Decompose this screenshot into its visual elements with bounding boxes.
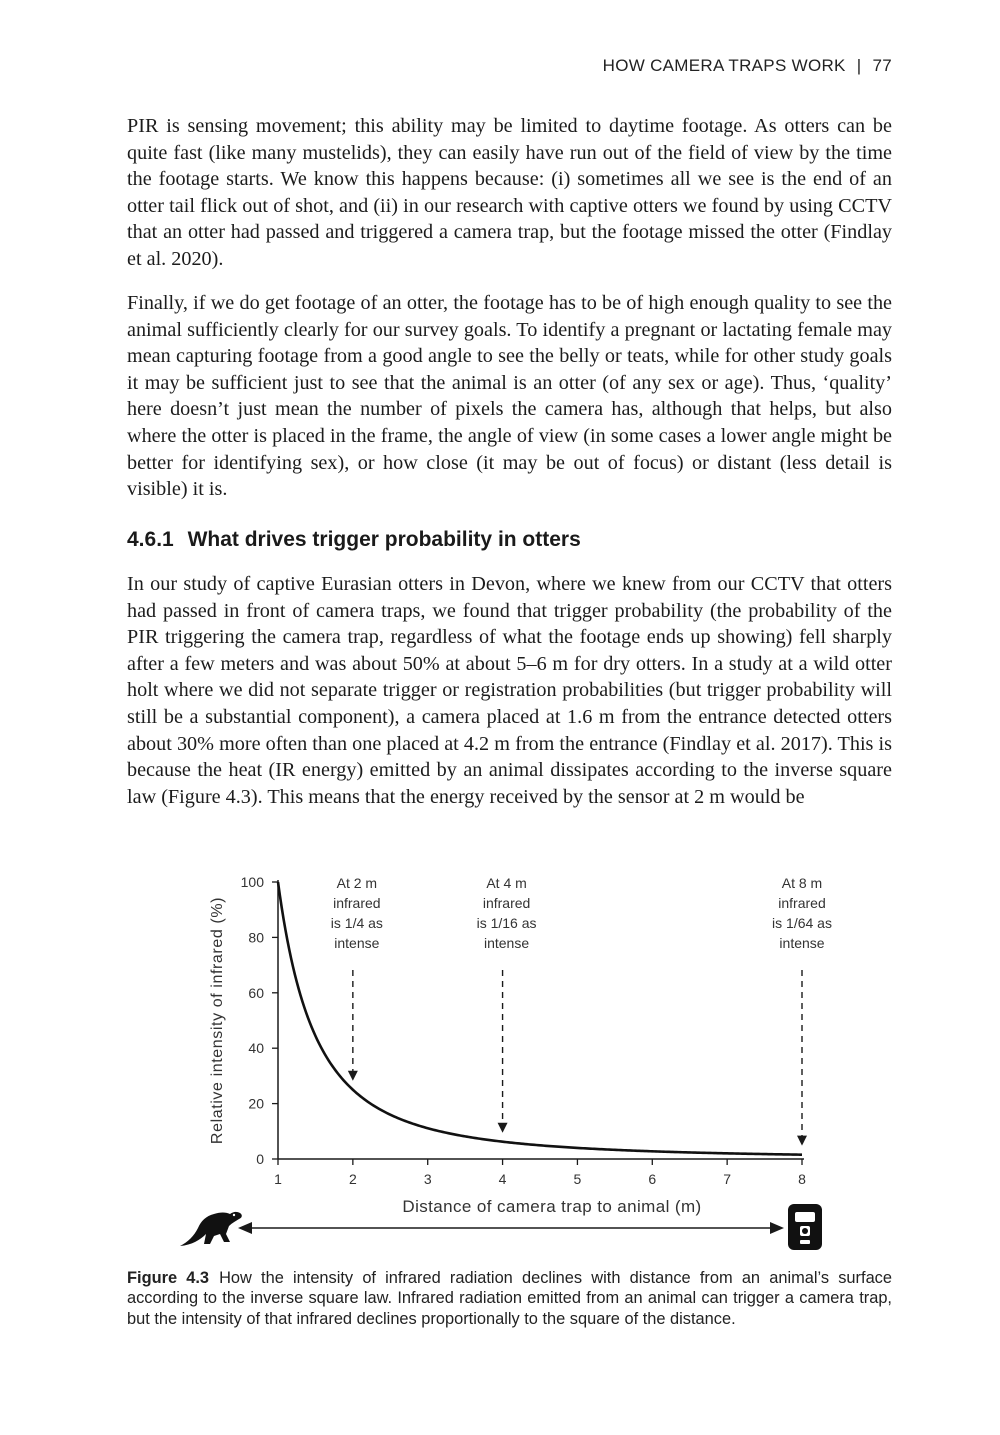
running-head-title: HOW CAMERA TRAPS WORK xyxy=(602,56,846,75)
annotation-line: infrared xyxy=(482,895,531,911)
figure-caption xyxy=(127,1268,892,1329)
annotation-line: At 2 m xyxy=(336,875,378,891)
annotation-arrow-head xyxy=(348,1071,358,1081)
annotation-arrow-head xyxy=(498,1123,508,1133)
y-tick-label: 40 xyxy=(248,1040,264,1057)
inverse-square-chart xyxy=(170,860,870,1260)
paragraph-2: Finally, if we do get footage of an otter, the footage has to be of high enough quality to see the animal sufficiently clearly for our survey goals. To identify a pregnant or lactating female may mean capturing footage from a good angle to see the belly or teats, while for other study goals it may be sufficient just to see that the animal is an otter (of any sex or age). Thus, ‘quality’ here doesn’t just mean the number of pixels the camera has, although that helps, but also where the otter is placed in the frame, the angle of view (in some cases a lower angle might be better for identifying sex), or how close (it may be out of focus) or distant (less detail is visible) it is. xyxy=(127,292,892,501)
running-head xyxy=(603,56,892,76)
annotation-line: is 1/4 as xyxy=(330,915,383,931)
x-tick-label: 8 xyxy=(798,1171,806,1187)
x-tick-label: 5 xyxy=(573,1171,582,1187)
section-heading xyxy=(127,528,581,552)
otter-icon xyxy=(180,1212,242,1246)
annotation-line: At 8 m xyxy=(781,875,823,891)
y-tick-label: 100 xyxy=(240,874,264,890)
annotation-arrow-head xyxy=(797,1136,807,1146)
camera-trap-icon xyxy=(788,1204,822,1250)
annotation-line: At 4 m xyxy=(486,875,527,891)
section-number: 4.6.1 xyxy=(127,528,174,551)
y-tick-label: 60 xyxy=(248,984,264,1001)
x-tick-label: 4 xyxy=(498,1171,507,1187)
y-tick-label: 0 xyxy=(256,1151,264,1167)
x-tick-label: 7 xyxy=(723,1171,732,1187)
annotation-line: intense xyxy=(483,935,530,951)
running-head-separator: | xyxy=(856,56,862,75)
annotation-line: is 1/16 as xyxy=(476,915,537,931)
annotation-line: infrared xyxy=(333,895,381,911)
x-tick-label: 6 xyxy=(648,1171,657,1187)
y-tick-label: 20 xyxy=(248,1095,264,1112)
distance-arrow xyxy=(238,1222,784,1234)
annotation-line: is 1/64 as xyxy=(772,915,832,931)
annotation-line: infrared xyxy=(778,895,826,911)
y-tick-label: 80 xyxy=(248,929,264,946)
x-tick-label: 3 xyxy=(423,1171,432,1187)
page-number: 77 xyxy=(872,56,892,75)
annotation-8m xyxy=(772,875,832,1146)
x-axis-label: Distance of camera trap to animal (m) xyxy=(402,1197,702,1216)
y-ticks xyxy=(241,874,278,1167)
annotation-line: intense xyxy=(779,935,825,951)
figure-caption-label: Figure 4.3 xyxy=(127,1269,210,1287)
x-tick-label: 1 xyxy=(274,1171,282,1187)
x-tick-label: 2 xyxy=(348,1171,357,1187)
x-ticks xyxy=(274,1159,806,1187)
figure-4-3 xyxy=(170,860,870,1260)
section-title: What drives trigger probability in otters xyxy=(187,528,581,551)
annotation-4m xyxy=(477,875,537,1133)
annotations xyxy=(331,875,832,1146)
y-axis-label: Relative intensity of infrared (%) xyxy=(209,896,226,1145)
paragraph-1: PIR is sensing movement; this ability may be limited to daytime footage. As otters can be quite fast (like many mustelids), they can easily have run out of the field of view by the time the footage starts. We know this happens because: (i) sometimes all we see is the end of an otter tail flick out of shot, and (ii) in our research with captive otters we found by using CCTV that an otter had passed and triggered a camera trap, but the footage missed the otter (Findlay et al. 2020). xyxy=(127,115,892,270)
annotation-line: intense xyxy=(334,935,380,951)
paragraph-3: In our study of captive Eurasian otters in Devon, where we knew from our CCTV that otters had passed in front of camera traps, we found that trigger probability (the probability of the PIR triggering the camera trap, regardless of what the footage ends up showing) fell sharply after a few meters and was about 50% at about 5–6 m for dry otters. In a study at a wild otter holt where we did not separate trigger or registration probabilities (but trigger probability will still be a substantial component), a camera placed at 1.6 m from the entrance detected otters about 30% more often than one placed at 4.2 m from the entrance (Findlay et al. 2017). This is because the heat (IR energy) emitted by an animal dissipates according to the inverse square law (Figure 4.3). This means that the energy received by the sensor at 2 m would be xyxy=(127,573,892,808)
annotation-2m xyxy=(331,875,383,1081)
figure-caption-text: How the intensity of infrared radiation declines with distance from an animal’s surface according to the inverse square law. Infrared radiation emitted from an animal can trigger a camera trap, but the intensity of that infrared declines proportionally to the square of the distance. xyxy=(127,1269,892,1328)
